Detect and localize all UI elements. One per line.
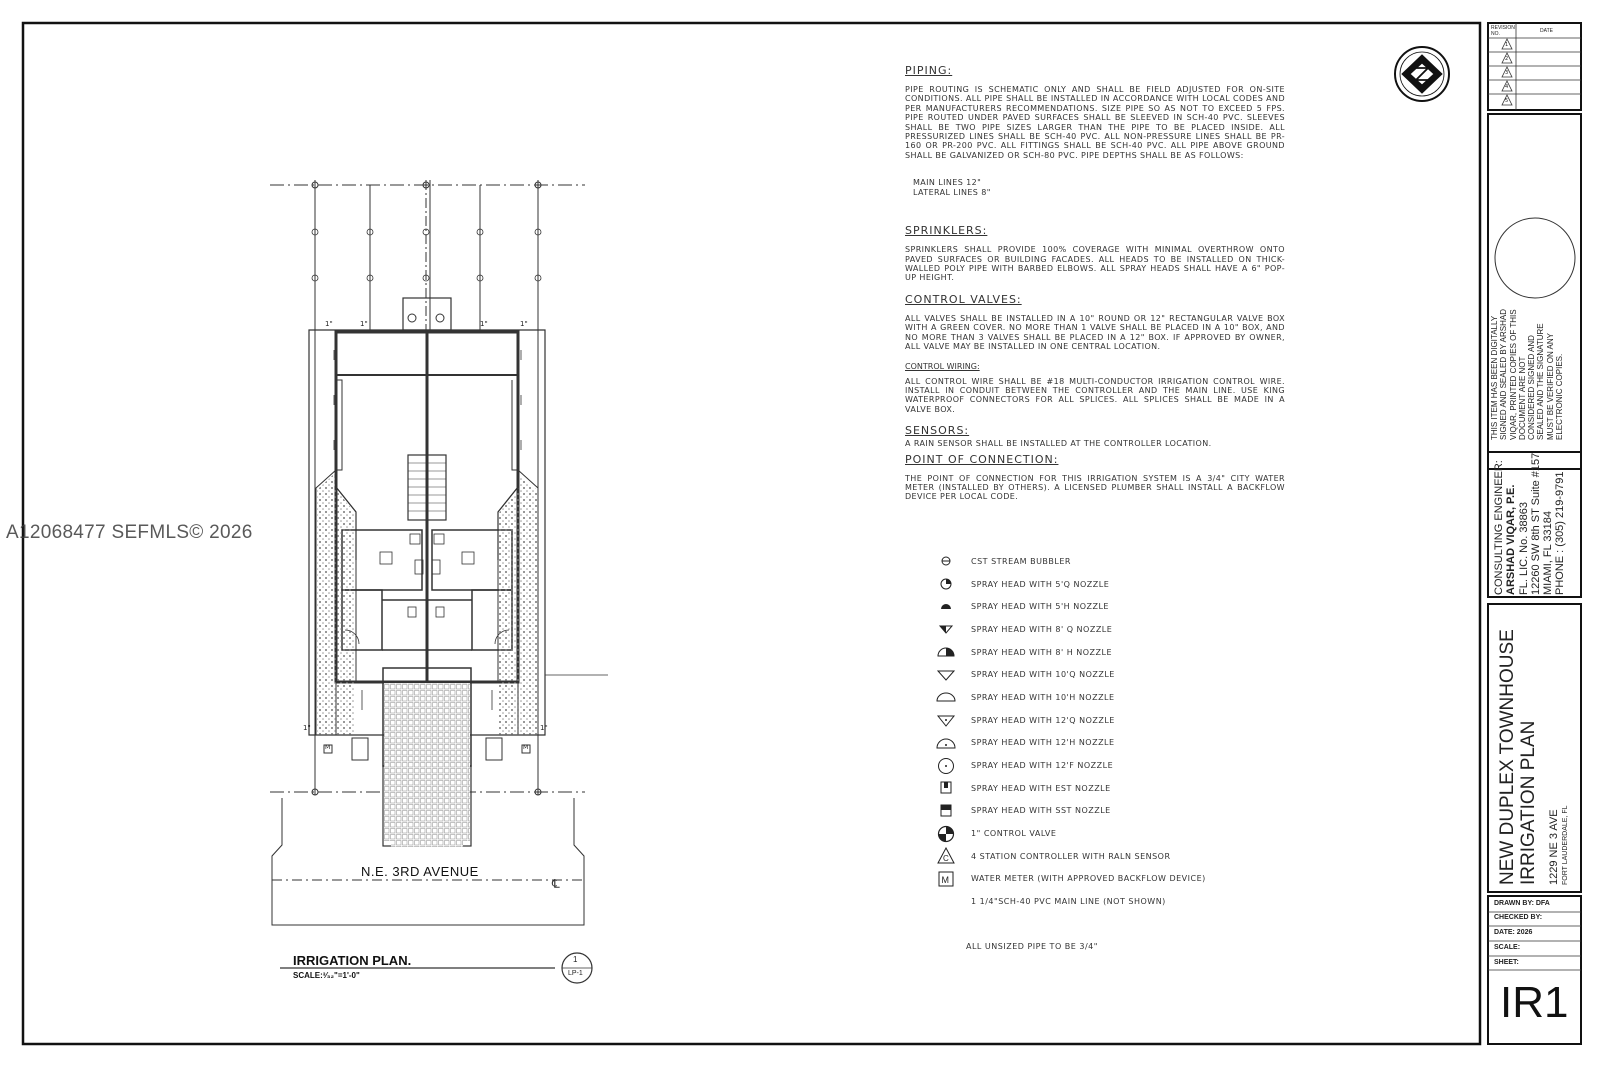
- revision-number: 5: [1505, 98, 1509, 104]
- sprinklers-text: SPRINKLERS SHALL PROVIDE 100% COVERAGE WITH MINIMAL OVERTHROW ONTO PAVED SURFACES OR BUILDING FACADES. ALL HEADS TO BE INSTALLED ON THICK-WALLED POLY PIPE WITH BARBED ELBOWS. ALL SPRAY HEADS SHALL HAVE A 6" POP-UP HEIGHT.: [905, 245, 1285, 283]
- legend-item: [935, 550, 1295, 573]
- revision-number: 2: [1505, 56, 1509, 62]
- spray-12q-symbol-icon: [935, 711, 957, 729]
- spray-10q-symbol-icon: [935, 666, 957, 684]
- engineer-phone: PHONE : (305) 219-9791: [1554, 471, 1567, 595]
- spray-8q-symbol-icon: [935, 620, 957, 638]
- drawn-by: DRAWN BY: DFA: [1494, 900, 1550, 907]
- dim-label: 1": [480, 320, 488, 328]
- legend-item: [935, 800, 1295, 823]
- engineer-line1: CONSULTING ENGINEER:: [1493, 460, 1505, 595]
- legend-label: SPRAY HEAD WITH 8' Q NOZZLE: [971, 624, 1113, 634]
- callout-number: 1: [573, 955, 578, 964]
- piping-heading: PIPING:: [905, 64, 953, 77]
- legend-label: SPRAY HEAD WITH 12'H NOZZLE: [971, 738, 1115, 748]
- revision-label: REVISION NO.: [1491, 25, 1515, 37]
- spray-5q-symbol-icon: [935, 575, 957, 593]
- legend-label: 4 STATION CONTROLLER WITH RALN SENSOR: [971, 851, 1171, 861]
- drawing-scale: SCALE:: [1494, 944, 1521, 951]
- date-column-label: DATE: [1540, 28, 1553, 34]
- legend-item: [935, 732, 1295, 755]
- bubbler-symbol-icon: [935, 552, 957, 570]
- legend-item: [935, 663, 1295, 686]
- symbol-legend: [935, 550, 1295, 913]
- dim-label: 1": [520, 320, 528, 328]
- spray-12f-symbol-icon: [935, 757, 957, 775]
- poc-text: THE POINT OF CONNECTION FOR THIS IRRIGATION SYSTEM IS A 3/4" CITY WATER METER (INSTALLED BY OTHERS). A LICENSED PLUMBER SHALL INSTALL A BACKFLOW DEVICE PER LOCAL CODE.: [905, 473, 1285, 502]
- right-gravel-bed: [499, 473, 537, 735]
- engineer-name: ARSHAD VIQAR, P.E.: [1505, 484, 1518, 595]
- piping-text: PIPE ROUTING IS SCHEMATIC ONLY AND SHALL BE FIELD ADJUSTED FOR ON-SITE CONDITIONS. ALL PIPE SHALL BE INSTALLED IN ACCORDANCE WITH LOCAL CODES AND PER MANUFACTURERS RECOMMENDATIONS. SIZE PIPE SO AS NOT TO EXCEED 5 FPS. PIPE ROUTED UNDER PAVED SURFACES SHALL BE SLEEVED IN SCH-40 PVC. SLEEVES SHALL BE TWO PIPE SIZES LARGER THAN THE PIPE TO BE PLACED INSIDE. ALL PRESSURIZED LINES SHALL BE SCH-40 PVC. ALL NON-PRESSURE LINES SHALL BE PR-160 OR PR-200 PVC. ALL FITTINGS SHALL BE SCH-40 PVC. ALL PIPE ABOVE GROUND SHALL BE GALVANIZED OR SCH-80 PVC. PIPE DEPTHS SHALL BE AS FOLLOWS:: [905, 85, 1285, 160]
- legend-label: 1 1/4"SCH-40 PVC MAIN LINE (NOT SHOWN): [971, 897, 1166, 907]
- street-label: N.E. 3RD AVENUE: [361, 864, 479, 879]
- meter-mark: M: [523, 744, 529, 751]
- legend-item: [935, 845, 1295, 868]
- drawing-date: DATE: 2026: [1494, 929, 1533, 936]
- spray-8h-symbol-icon: [935, 643, 957, 661]
- legend-item: [935, 686, 1295, 709]
- svg-text:M: M: [941, 874, 950, 885]
- svg-text:C: C: [943, 854, 950, 864]
- engineer-license: FL. LIC. No. 38863: [1517, 502, 1530, 595]
- water-meter-symbol-icon: [935, 870, 957, 888]
- plan-scale: SCALE:³⁄₃₂"=1'-0": [293, 971, 360, 980]
- legend-item: [935, 618, 1295, 641]
- legend-label: SPRAY HEAD WITH 10'Q NOZZLE: [971, 670, 1115, 680]
- legend-item: [935, 890, 1295, 913]
- valves-text: ALL VALVES SHALL BE INSTALLED IN A 10" ROUND OR 12" RECTANGULAR VALVE BOX WITH A GREEN COVER. NO MORE THAN 1 VALVE SHALL BE PLACED IN A 10" BOX, AND NO MORE THAN 3 VALVES SHALL BE PLACED IN A 12" BOX. IF APPROVED BY OWNER, ALL VALVE MAY BE INSTALLED IN ONE CENTRAL LOCATION.: [905, 313, 1285, 352]
- controller-symbol-icon: [935, 847, 957, 865]
- legend-item: [935, 868, 1295, 891]
- control-valve-symbol-icon: [935, 825, 957, 843]
- north-arrow-icon: [1395, 47, 1449, 101]
- walkway-pavers: [391, 799, 463, 847]
- legend-item: [935, 573, 1295, 596]
- engineer-address1: 12260 SW 8th ST Suite #157: [1529, 452, 1542, 595]
- callout-sheet: LP-1: [568, 970, 583, 977]
- dim-label: 1": [325, 320, 333, 328]
- spray-5h-symbol-icon: [935, 598, 957, 616]
- legend-label: WATER METER (WITH APPROVED BACKFLOW DEVICE): [971, 874, 1206, 884]
- seal-disclaimer: THIS ITEM HAS BEEN DIGITALLY SIGNED AND SEALED BY ARSHAD VIQAR, PRINTED COPIES OF THIS DOCUMENT ARE NOT CONSIDERED SIGNED AND SEALED AND THE SIGNATURE MUST BE VERIFIED ON ANY ELECTRONIC COPIES.: [1490, 308, 1565, 440]
- sensors-text: A RAIN SENSOR SHALL BE INSTALLED AT THE CONTROLLER LOCATION.: [905, 439, 1212, 449]
- sprinklers-heading: SPRINKLERS:: [905, 224, 988, 238]
- engineer-address2: MIAMI, FL 33184: [1542, 511, 1555, 595]
- legend-note: ALL UNSIZED PIPE TO BE 3/4": [966, 942, 1098, 951]
- legend-item: [935, 777, 1295, 800]
- checked-by: CHECKED BY:: [1494, 914, 1543, 921]
- legend-item: [935, 641, 1295, 664]
- revision-number: 1: [1505, 42, 1509, 48]
- legend-label: 1" CONTROL VALVE: [971, 829, 1057, 839]
- legend-item: [935, 754, 1295, 777]
- engineer-info: [1493, 453, 1567, 595]
- legend-label: SPRAY HEAD WITH 8' H NOZZLE: [971, 647, 1113, 657]
- legend-item: [935, 595, 1295, 618]
- plan-title: IRRIGATION PLAN.: [293, 953, 412, 968]
- revision-number: 3: [1505, 70, 1509, 76]
- poc-heading: POINT OF CONNECTION:: [905, 452, 1059, 466]
- legend-item: [935, 822, 1295, 845]
- project-city: FORT LAUDERDALE, FL: [1562, 805, 1569, 885]
- engineer-seal-circle: [1495, 218, 1575, 298]
- legend-label: SPRAY HEAD WITH 5'H NOZZLE: [971, 602, 1109, 612]
- legend-label: SPRAY HEAD WITH 10'H NOZZLE: [971, 692, 1115, 702]
- project-title-2: IRRIGATION PLAN: [1518, 720, 1539, 885]
- svg-text:℄: ℄: [552, 877, 560, 891]
- irrigation-notes: [905, 64, 1285, 512]
- spray-10h-symbol-icon: [935, 688, 957, 706]
- legend-item: [935, 709, 1295, 732]
- legend-label: SPRAY HEAD WITH SST NOZZLE: [971, 806, 1111, 816]
- spray-est-symbol-icon: [935, 779, 957, 797]
- legend-label: SPRAY HEAD WITH 5'Q NOZZLE: [971, 579, 1110, 589]
- dim-label: 1": [303, 724, 311, 732]
- left-gravel-bed: [317, 473, 355, 735]
- spray-12h-symbol-icon: [935, 734, 957, 752]
- wiring-heading: CONTROL WIRING:: [905, 361, 980, 371]
- sensors-heading: SENSORS:: [905, 424, 970, 438]
- wiring-text: ALL CONTROL WIRE SHALL BE #18 MULTI-CONDUCTOR IRRIGATION CONTROL WIRE. INSTALL IN CONDUIT BETWEEN THE CONTROLLER AND THE MAIN LINE. USE KING WATERPROOF CONNECTORS FOR ALL SPLICES. ALL SPLICES SHALL BE MADE IN A VALVE BOX.: [905, 376, 1285, 414]
- mls-watermark: A12068477 SEFMLS© 2026: [6, 522, 253, 543]
- revision-number: 4: [1505, 84, 1509, 90]
- project-title-1: NEW DUPLEX TOWNHOUSE: [1497, 629, 1518, 885]
- legend-label: CST STREAM BUBBLER: [971, 556, 1071, 566]
- sheet-number: IR1: [1500, 978, 1569, 1027]
- meter-mark: M: [325, 744, 331, 751]
- valves-heading: CONTROL VALVES:: [905, 292, 1022, 306]
- legend-label: SPRAY HEAD WITH EST NOZZLE: [971, 783, 1111, 793]
- dim-label: 1": [540, 724, 548, 732]
- legend-label: SPRAY HEAD WITH 12'Q NOZZLE: [971, 715, 1115, 725]
- sheet-label: SHEET:: [1494, 959, 1519, 966]
- pipe-depths: [913, 178, 1285, 198]
- legend-label: SPRAY HEAD WITH 12'F NOZZLE: [971, 761, 1114, 771]
- dim-label: 1": [360, 320, 368, 328]
- main-lines: MAIN LINES 12": [913, 178, 982, 188]
- project-address: 1229 NE 3 AVE: [1548, 809, 1560, 885]
- project-info: [1497, 629, 1570, 885]
- lateral-lines: LATERAL LINES 8": [913, 188, 991, 198]
- spray-sst-symbol-icon: [935, 802, 957, 820]
- main-line-symbol-icon: [935, 893, 957, 911]
